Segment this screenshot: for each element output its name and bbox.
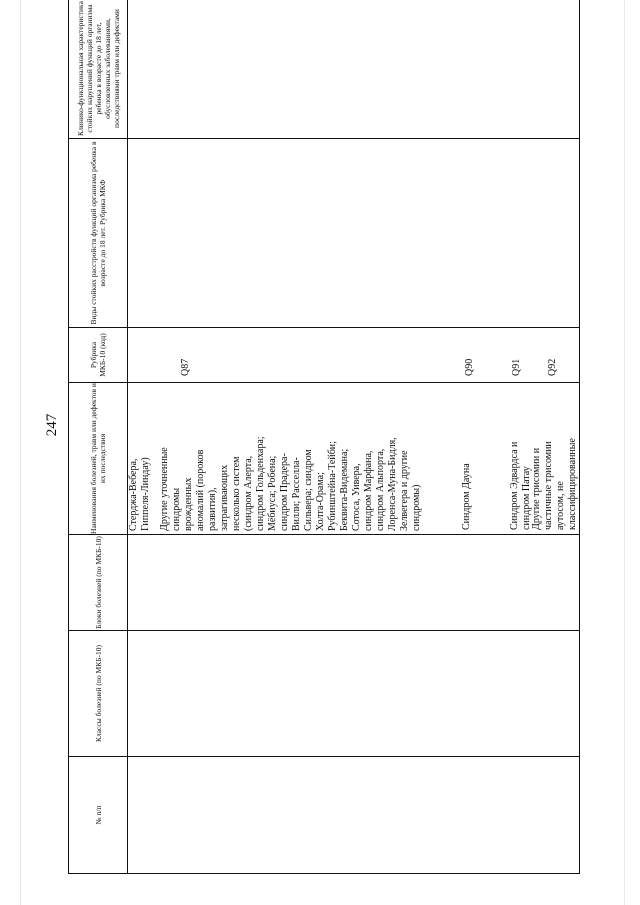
disease-line: Гиппеля-Линдау) [140, 457, 151, 531]
disease-line: Сотоса, Уивера, [351, 463, 362, 531]
cell-icd-rubric [128, 328, 580, 383]
header-row [69, 0, 128, 874]
cell-blocks [128, 535, 580, 631]
cell-disease-names [128, 383, 580, 535]
header-classes: Классы болезней (по МКБ-10) [69, 631, 128, 757]
page-edge [624, 0, 625, 905]
disease-line: Рубинштейна-Тейби; [327, 441, 338, 531]
cell-dysfunction-types [128, 139, 580, 328]
disease-line [152, 386, 159, 531]
disease-line: синдром Марфана, [363, 450, 374, 531]
table-frame [68, 1, 578, 874]
header-clinical-characteristic: Клинико-функциональная характеристика стойких нарушений функций организма ребенка в возрасте до 18 лет, обусловленных заболеваниями, последствиями травм или дефектами [69, 0, 128, 139]
disease-down-syndrome: Синдром Дауна [461, 463, 472, 530]
page-edge [20, 0, 21, 905]
cell-no [128, 757, 580, 874]
disease-line: Другие уточненные [159, 447, 170, 531]
header-blocks: Блоки болезней (по МКБ-10) [69, 535, 128, 631]
page-number: 247 [44, 413, 60, 437]
header-no: № п/п [69, 757, 128, 874]
disability-criteria-table [68, 0, 580, 874]
disease-line: врожденных [183, 477, 194, 531]
code-q92: Q92 [547, 358, 558, 376]
disease-line: несколько систем [231, 456, 242, 531]
header-dysfunction-types: Виды стойких расстройств функций организма ребенка в возрасте до 18 лет. Рубрика МКФ [69, 139, 128, 328]
header-disease-names: Наименования болезней, травм или дефектов и их последствия [69, 383, 128, 535]
disease-line: Сильвера; синдром [303, 449, 314, 531]
disease-edwards-patau: Синдром Эдвардса и синдром Патау [509, 441, 532, 530]
cell-clinical-characteristic [128, 0, 580, 139]
disease-line: синдром Альпорта, [375, 448, 386, 531]
code-q90: Q90 [464, 358, 475, 376]
disease-other-trisomies: Другие трисомии и частичные трисомии аутосом, не классифицированные [531, 438, 578, 530]
disease-line: затрагивающих [219, 464, 230, 531]
header-icd-rubric: Рубрика МКБ-10 (код) [69, 328, 128, 383]
disease-line: синдром Прадера- [279, 453, 290, 531]
cell-classes [128, 631, 580, 757]
disease-line: синдромы [171, 487, 182, 531]
disease-line: Стерджа-Вебера, [128, 458, 139, 531]
disease-line: Зелвегера и другие [399, 450, 410, 531]
disease-line: Холта-Орама; [315, 472, 326, 531]
disease-line: (синдром Алерта, [243, 455, 254, 531]
disease-line: аномалий (пороков [195, 449, 206, 531]
code-q91: Q91 [511, 358, 522, 376]
disease-line: синдромы) [411, 484, 422, 531]
disease-line: Вилли; Расселла- [291, 457, 302, 531]
table-row [128, 0, 580, 874]
disease-line: Мёбиуса; Робена; [267, 455, 278, 531]
disease-line: развития), [207, 487, 218, 531]
code-q87: Q87 [180, 358, 191, 376]
disease-line: Беквита-Видемана; [339, 448, 350, 531]
disease-list [128, 383, 423, 534]
disease-line: Лоренса-Муна-Бидля, [387, 437, 398, 531]
disease-line: синдром Гольденхара; [255, 436, 266, 531]
